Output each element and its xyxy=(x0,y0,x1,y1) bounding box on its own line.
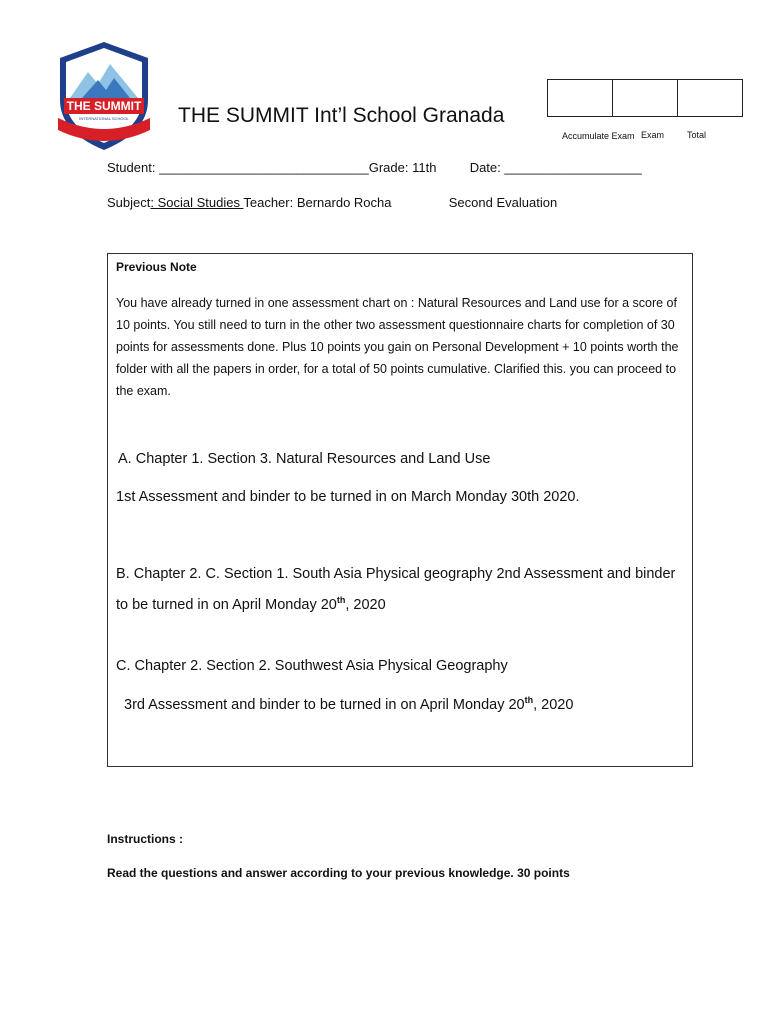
note-title: Previous Note xyxy=(116,260,197,274)
total-label: Total xyxy=(687,130,707,140)
assessment-3-end: , 2020 xyxy=(533,696,574,713)
chapter-b-text: B. Chapter 2. C. Section 1. South Asia Physical geography 2nd Assessment and binder to be turned in on April Monday 20 xyxy=(116,566,676,613)
school-title: THE SUMMIT Int’l School Granada xyxy=(178,104,505,127)
exam-label: Exam xyxy=(641,130,665,140)
subject-info-line xyxy=(107,195,557,210)
accumulate-label: Accumulate Exam xyxy=(562,131,635,140)
score-table xyxy=(547,79,743,117)
subject-value: : Social Studies xyxy=(150,195,244,210)
logo-brand: THE SUMMIT xyxy=(66,99,142,113)
assessment-3-text: 3rd Assessment and binder to be turned in on April Monday 20 xyxy=(124,696,525,713)
chapter-a: A. Chapter 1. Section 3. Natural Resources and Land Use xyxy=(118,451,491,467)
evaluation-text: Second Evaluation xyxy=(448,195,558,210)
grade-text: Grade: 11th xyxy=(368,160,437,175)
subject-label: Subject xyxy=(107,195,151,210)
chapter-b xyxy=(116,561,691,618)
accumulate-score-cell[interactable] xyxy=(548,80,613,117)
teacher-text: Teacher: Bernardo Rocha xyxy=(243,195,392,210)
logo-subtext: INTERNATIONAL SCHOOL xyxy=(79,116,129,121)
date-label: Date: xyxy=(469,160,501,175)
instructions-text: Read the questions and answer according to your previous knowledge. 30 points xyxy=(107,866,570,880)
instructions-title: Instructions : xyxy=(107,832,184,846)
note-body: You have already turned in one assessment chart on : Natural Resources and Land use for a score of 10 points. You still need to turn in the other two assessment questionnaire charts for completion of 30 points for assessments done. Plus 10 points you gain on Personal Development + 10 points worth the folder with all the papers in order, for a total of 50 points cumulative. Clarified this. you can proceed to the exam. xyxy=(116,296,679,398)
total-score-cell[interactable] xyxy=(678,80,743,117)
chapter-b-sup: th xyxy=(336,595,346,605)
exam-score-cell[interactable] xyxy=(613,80,678,117)
chapter-c: C. Chapter 2. Section 2. Southwest Asia Physical Geography xyxy=(116,658,508,674)
assessment-3-sup: th xyxy=(524,695,534,705)
chapter-b-end: , 2020 xyxy=(345,596,386,613)
student-label: Student: xyxy=(107,160,156,175)
assessment-1: 1st Assessment and binder to be turned in on March Monday 30th 2020. xyxy=(116,489,580,505)
student-info-line xyxy=(107,160,642,175)
assessment-3 xyxy=(124,695,573,713)
date-field[interactable]: ___________________ xyxy=(504,160,642,175)
student-name-field[interactable]: _____________________________ xyxy=(159,160,369,175)
school-logo xyxy=(54,40,154,152)
